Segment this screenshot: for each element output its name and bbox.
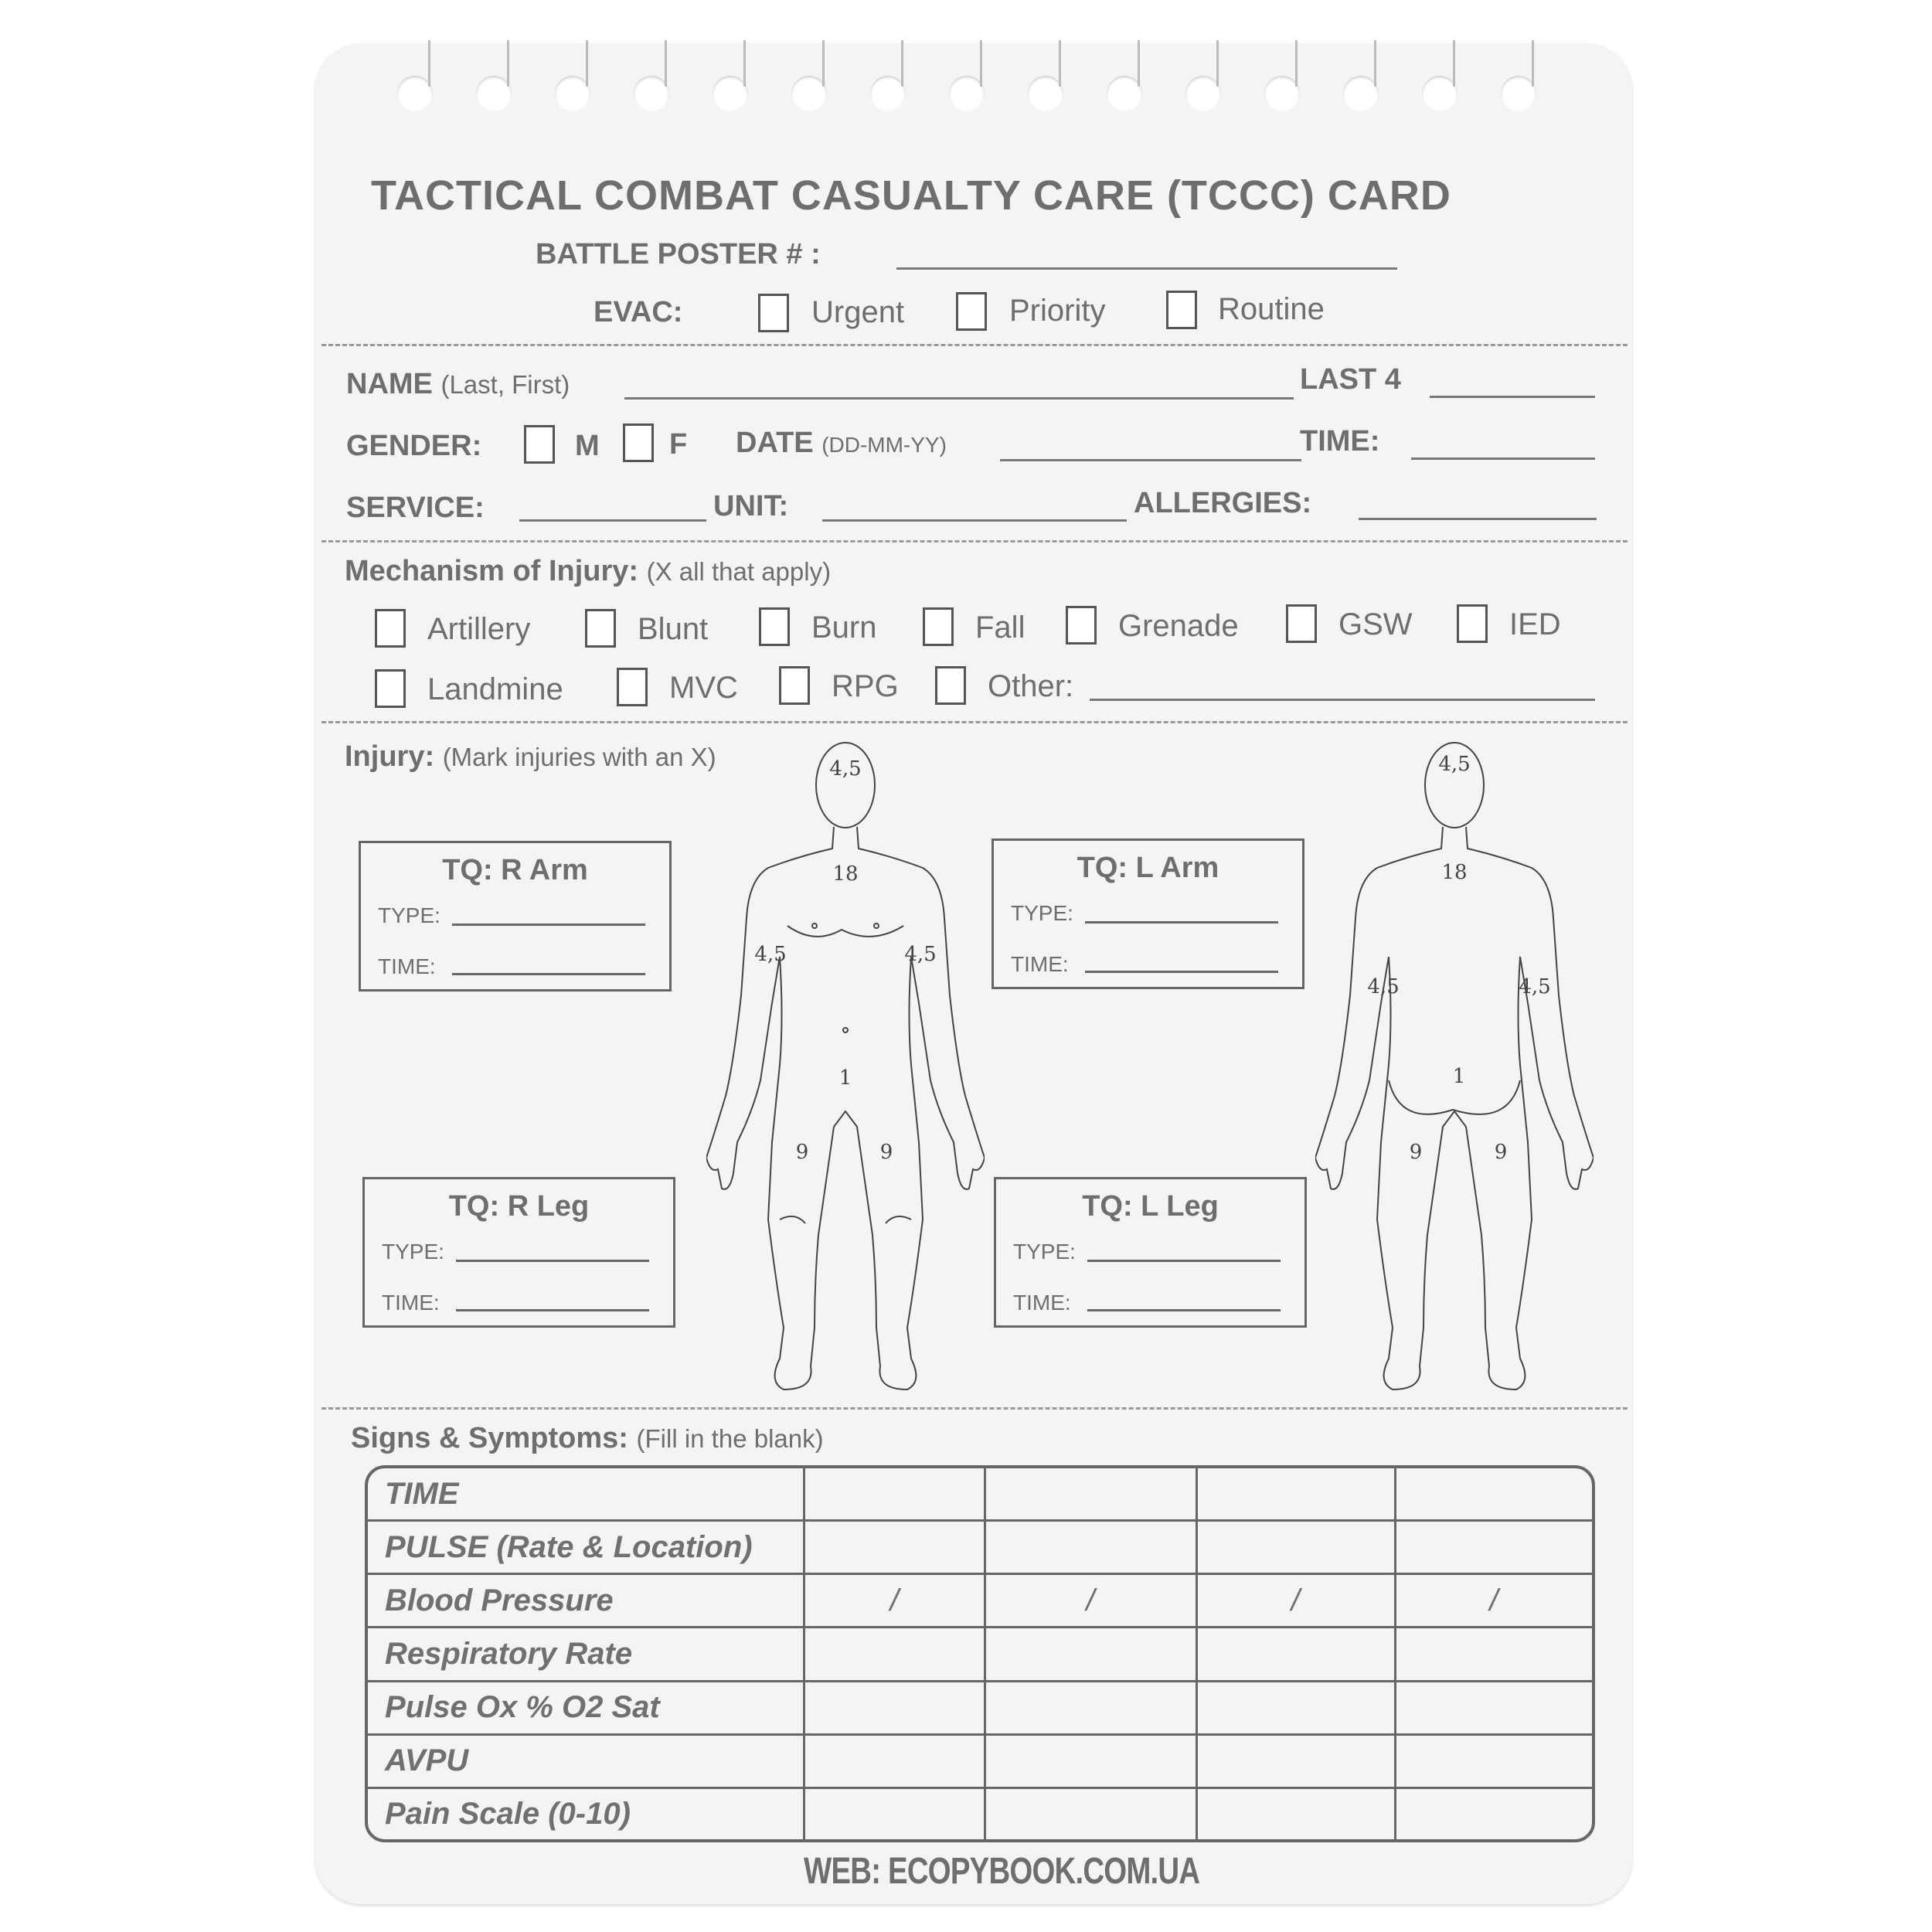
name-field[interactable] bbox=[624, 397, 1294, 400]
row-label: TIME bbox=[368, 1468, 805, 1522]
mechanism-label: Mechanism of Injury: (X all that apply) bbox=[345, 555, 832, 587]
table-cell[interactable] bbox=[1396, 1468, 1592, 1522]
date-field[interactable] bbox=[1000, 459, 1301, 461]
row-label: PULSE (Rate & Location) bbox=[368, 1522, 805, 1575]
table-row bbox=[368, 1682, 1592, 1736]
mechanism-checkbox-rpg[interactable] bbox=[779, 666, 810, 705]
divider bbox=[321, 1407, 1628, 1410]
signs-symptoms-table bbox=[365, 1465, 1595, 1842]
tq-time-label: TIME: bbox=[1011, 952, 1069, 976]
mechanism-checkbox-ied[interactable] bbox=[1457, 604, 1488, 643]
tq-type-label: TYPE: bbox=[378, 903, 440, 927]
mechanism-option-label: Blunt bbox=[638, 612, 709, 646]
tq-time-field[interactable] bbox=[1085, 971, 1278, 973]
evac-urgent-label: Urgent bbox=[811, 295, 905, 329]
tq-r-arm-box bbox=[359, 841, 672, 992]
table-cell[interactable] bbox=[1396, 1789, 1592, 1839]
table-row bbox=[368, 1468, 1592, 1522]
back-pelvis-zone: 1 bbox=[1452, 1065, 1466, 1088]
table-cell[interactable] bbox=[986, 1522, 1197, 1575]
gender-m-checkbox[interactable] bbox=[524, 425, 555, 464]
table-cell[interactable] bbox=[805, 1628, 986, 1682]
tq-type-field[interactable] bbox=[1087, 1260, 1281, 1262]
tq-title: TQ: R Arm bbox=[442, 854, 588, 886]
tq-l-arm-box bbox=[992, 838, 1304, 989]
binding-wire bbox=[980, 40, 982, 87]
binding-wire bbox=[743, 40, 746, 87]
tq-r-leg-box bbox=[362, 1177, 675, 1328]
mechanism-checkbox-artillery[interactable] bbox=[375, 609, 406, 648]
mechanism-checkbox-grenade[interactable] bbox=[1066, 606, 1097, 645]
table-cell[interactable] bbox=[1198, 1682, 1396, 1736]
table-cell[interactable] bbox=[1396, 1522, 1592, 1575]
tq-type-field[interactable] bbox=[1085, 921, 1278, 923]
table-cell[interactable] bbox=[805, 1682, 986, 1736]
mechanism-option-label: Artillery bbox=[427, 612, 531, 646]
tq-time-field[interactable] bbox=[452, 973, 645, 975]
tq-time-field[interactable] bbox=[456, 1309, 649, 1311]
tq-type-field[interactable] bbox=[456, 1260, 649, 1262]
tq-title: TQ: L Arm bbox=[1077, 852, 1219, 884]
back-upper-zone: 18 bbox=[1441, 861, 1468, 884]
binding-wire bbox=[822, 40, 825, 87]
tq-time-field[interactable] bbox=[1087, 1309, 1281, 1311]
table-cell[interactable] bbox=[805, 1522, 986, 1575]
table-cell[interactable] bbox=[986, 1736, 1197, 1789]
front-right-arm-zone: 4,5 bbox=[754, 943, 787, 966]
table-cell[interactable]: / bbox=[1396, 1575, 1592, 1628]
table-cell[interactable] bbox=[1396, 1736, 1592, 1789]
evac-priority-checkbox[interactable] bbox=[956, 292, 987, 331]
mechanism-option-label: Fall bbox=[975, 611, 1026, 645]
tq-l-leg-box bbox=[994, 1177, 1307, 1328]
table-cell[interactable] bbox=[986, 1682, 1197, 1736]
binding-wire bbox=[1295, 40, 1298, 87]
table-cell[interactable] bbox=[1198, 1789, 1396, 1839]
name-label: NAME (Last, First) bbox=[346, 368, 570, 400]
tq-time-label: TIME: bbox=[382, 1291, 440, 1315]
tq-type-label: TYPE: bbox=[382, 1240, 444, 1264]
table-cell[interactable] bbox=[986, 1628, 1197, 1682]
table-cell[interactable] bbox=[986, 1789, 1197, 1839]
front-right-thigh-zone: 9 bbox=[795, 1141, 809, 1164]
front-head-zone: 4,5 bbox=[829, 757, 862, 781]
battle-poster-label: BATTLE POSTER # : bbox=[536, 238, 821, 270]
mechanism-checkbox-gsw[interactable] bbox=[1286, 604, 1317, 643]
back-left-thigh-zone: 9 bbox=[1409, 1141, 1423, 1164]
tq-title: TQ: L Leg bbox=[1082, 1190, 1219, 1223]
binding-wire bbox=[1138, 40, 1140, 87]
mechanism-option-label: GSW bbox=[1338, 607, 1413, 641]
gender-m-label: M bbox=[575, 430, 600, 462]
binding-wire bbox=[1453, 40, 1455, 87]
gender-f-checkbox[interactable] bbox=[623, 423, 654, 462]
binding-wire bbox=[586, 40, 588, 87]
table-row bbox=[368, 1789, 1592, 1839]
row-label: Pulse Ox % O2 Sat bbox=[368, 1682, 805, 1736]
evac-urgent-checkbox[interactable] bbox=[758, 294, 789, 332]
table-cell[interactable] bbox=[1198, 1736, 1396, 1789]
allergies-field[interactable] bbox=[1359, 518, 1597, 520]
binding-wire bbox=[1374, 40, 1376, 87]
binding-wire bbox=[901, 40, 903, 87]
divider bbox=[321, 721, 1628, 723]
footer-web: WEB: ECOPYBOOK.COM.UA bbox=[804, 1851, 1200, 1892]
table-row bbox=[368, 1575, 1592, 1628]
table-row bbox=[368, 1522, 1592, 1575]
row-label: AVPU bbox=[368, 1736, 805, 1789]
divider bbox=[321, 344, 1628, 346]
battle-poster-field[interactable] bbox=[896, 267, 1397, 270]
mechanism-option-label: Grenade bbox=[1118, 609, 1239, 643]
unit-label: UNIT: bbox=[713, 490, 789, 522]
tq-type-label: TYPE: bbox=[1011, 901, 1073, 925]
table-row bbox=[368, 1736, 1592, 1789]
card-title: TACTICAL COMBAT CASUALTY CARE (TCCC) CARD bbox=[371, 172, 1451, 219]
table-cell[interactable] bbox=[1396, 1628, 1592, 1682]
tq-type-label: TYPE: bbox=[1013, 1240, 1076, 1264]
mechanism-option-label: Other: bbox=[988, 669, 1074, 703]
time-label: TIME: bbox=[1300, 425, 1380, 457]
binding-wire bbox=[428, 40, 430, 87]
time-field[interactable] bbox=[1411, 457, 1595, 460]
mechanism-checkbox-blunt[interactable] bbox=[585, 609, 616, 648]
mechanism-checkbox-burn[interactable] bbox=[759, 607, 790, 646]
front-left-arm-zone: 4,5 bbox=[904, 943, 937, 966]
gender-label: GENDER: bbox=[346, 430, 482, 462]
evac-priority-label: Priority bbox=[1009, 294, 1106, 328]
back-head-zone: 4,5 bbox=[1438, 753, 1471, 776]
tq-title: TQ: R Leg bbox=[448, 1190, 590, 1223]
binding-wire bbox=[1059, 40, 1061, 87]
front-chest-zone: 18 bbox=[832, 862, 859, 886]
binding-wire bbox=[1216, 40, 1219, 87]
table-cell[interactable]: / bbox=[805, 1575, 986, 1628]
evac-routine-checkbox[interactable] bbox=[1166, 291, 1197, 329]
table-cell[interactable] bbox=[1198, 1628, 1396, 1682]
last4-label: LAST 4 bbox=[1300, 363, 1401, 396]
table-cell[interactable]: / bbox=[986, 1575, 1197, 1628]
mechanism-checkbox-landmine[interactable] bbox=[375, 669, 406, 708]
binding-wire bbox=[1532, 40, 1534, 87]
service-field[interactable] bbox=[519, 519, 706, 522]
binding-wire bbox=[507, 40, 509, 87]
row-label: Blood Pressure bbox=[368, 1575, 805, 1628]
back-right-thigh-zone: 9 bbox=[1494, 1141, 1508, 1164]
mechanism-checkbox-mvc[interactable] bbox=[617, 668, 648, 706]
mechanism-option-label: MVC bbox=[669, 671, 738, 705]
evac-routine-label: Routine bbox=[1218, 292, 1325, 326]
mechanism-option-label: IED bbox=[1509, 607, 1561, 641]
table-cell[interactable] bbox=[805, 1736, 986, 1789]
mechanism-checkbox-other[interactable] bbox=[935, 666, 966, 705]
row-label: Pain Scale (0-10) bbox=[368, 1789, 805, 1839]
service-label: SERVICE: bbox=[346, 492, 485, 524]
table-cell[interactable]: / bbox=[1198, 1575, 1396, 1628]
mechanism-option-label: RPG bbox=[832, 669, 899, 703]
table-cell[interactable] bbox=[1198, 1468, 1396, 1522]
binding-wire bbox=[665, 40, 667, 87]
gender-f-label: F bbox=[669, 428, 688, 461]
front-pelvis-zone: 1 bbox=[838, 1066, 852, 1090]
mechanism-checkbox-fall[interactable] bbox=[923, 607, 954, 646]
table-cell[interactable] bbox=[1198, 1522, 1396, 1575]
other-field[interactable] bbox=[1090, 699, 1595, 701]
mechanism-option-label: Burn bbox=[811, 611, 877, 645]
last4-field[interactable] bbox=[1430, 396, 1595, 398]
signs-label: Signs & Symptoms: (Fill in the blank) bbox=[351, 1422, 824, 1454]
tq-type-field[interactable] bbox=[452, 923, 645, 926]
table-cell[interactable] bbox=[805, 1789, 986, 1839]
table-row bbox=[368, 1628, 1592, 1682]
table-cell[interactable] bbox=[805, 1468, 986, 1522]
date-label: DATE (DD-MM-YY) bbox=[736, 427, 947, 459]
tq-time-label: TIME: bbox=[1013, 1291, 1071, 1315]
table-cell[interactable] bbox=[986, 1468, 1197, 1522]
injury-label: Injury: (Mark injuries with an X) bbox=[345, 740, 716, 773]
front-left-thigh-zone: 9 bbox=[879, 1141, 893, 1164]
unit-field[interactable] bbox=[822, 519, 1127, 522]
allergies-label: ALLERGIES: bbox=[1134, 487, 1312, 519]
tq-time-label: TIME: bbox=[378, 954, 436, 978]
back-right-arm-zone: 4,5 bbox=[1519, 975, 1551, 998]
row-label: Respiratory Rate bbox=[368, 1628, 805, 1682]
mechanism-option-label: Landmine bbox=[427, 672, 563, 706]
table-cell[interactable] bbox=[1396, 1682, 1592, 1736]
divider bbox=[321, 540, 1628, 543]
back-left-arm-zone: 4,5 bbox=[1367, 975, 1400, 998]
evac-label: EVAC: bbox=[594, 296, 683, 328]
